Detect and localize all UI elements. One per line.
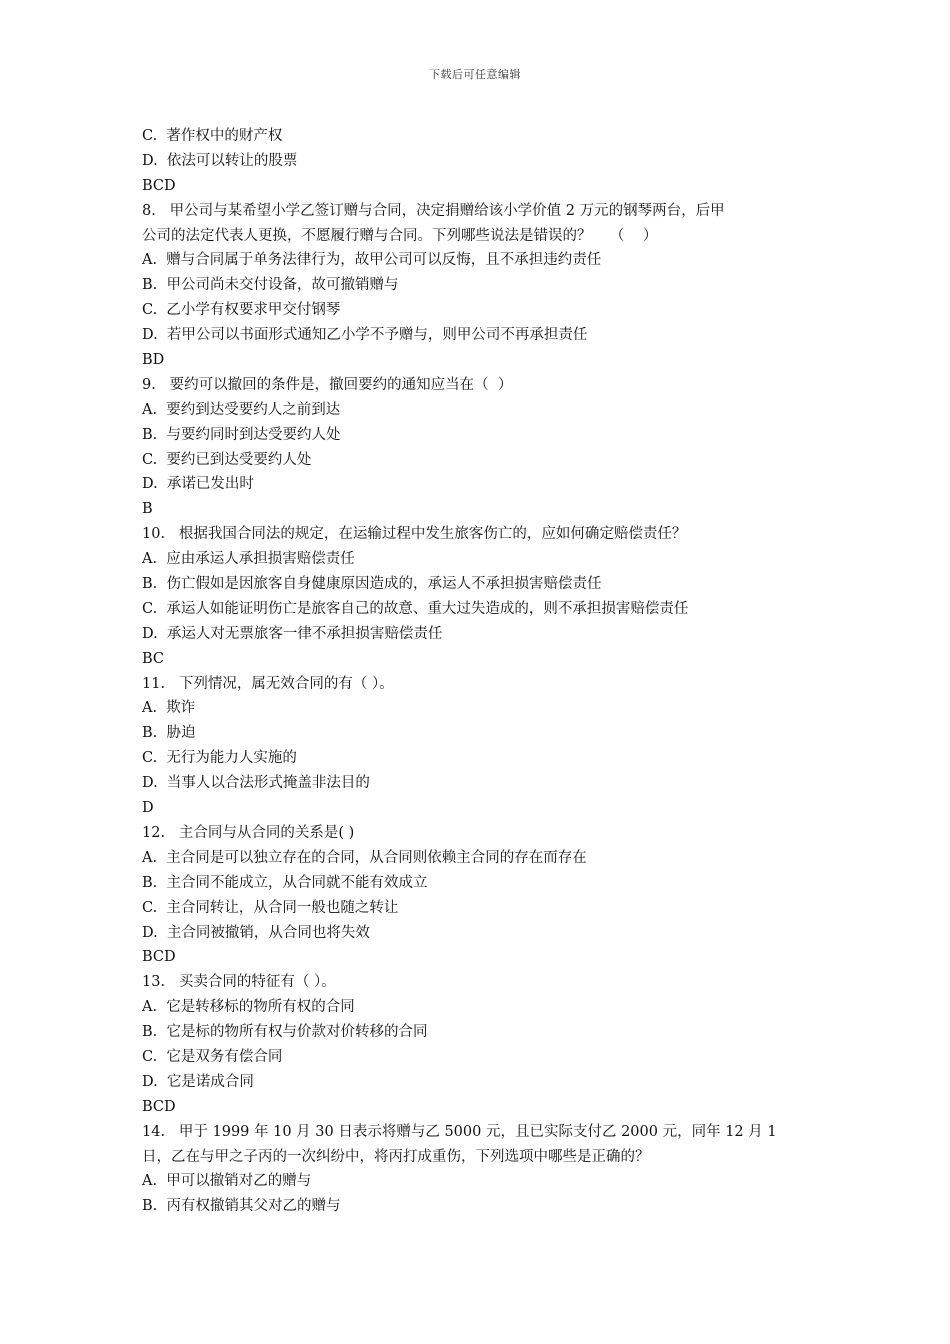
text-line: 9. 要约可以撤回的条件是，撤回要约的通知应当在（ ） bbox=[142, 376, 513, 393]
text-line: A. 主合同是可以独立存在的合同，从合同则依赖主合同的存在而存在 bbox=[142, 849, 587, 866]
text-line: C. 主合同转让，从合同一般也随之转让 bbox=[142, 899, 399, 916]
text-line: C. 无行为能力人实施的 bbox=[142, 750, 297, 767]
text-line: B. 胁迫 bbox=[142, 725, 196, 742]
text-line: 公司的法定代表人更换，不愿履行赠与合同。下列哪些说法是错误的？ （ ） bbox=[142, 227, 658, 244]
text-line: C. 要约已到达受要约人处 bbox=[142, 451, 312, 468]
text-line: D. 它是诺成合同 bbox=[142, 1073, 254, 1090]
text-line: B. 甲公司尚未交付设备，故可撤销赠与 bbox=[142, 277, 399, 294]
text-line: C. 它是双务有偿合同 bbox=[142, 1048, 283, 1065]
text-line: B. 主合同不能成立，从合同就不能有效成立 bbox=[142, 874, 428, 891]
document-body bbox=[142, 124, 814, 1219]
text-line: A. 欺诈 bbox=[142, 700, 196, 717]
text-line: C. 乙小学有权要求甲交付钢琴 bbox=[142, 302, 341, 319]
text-line: 12. 主合同与从合同的关系是( ) bbox=[142, 824, 355, 841]
text-line: BC bbox=[142, 650, 165, 667]
text-line: 14. 甲于 1999 年 10 月 30 日表示将赠与乙 5000 元，且已实际支付乙 2000 元，同年 12 月 1 bbox=[142, 1123, 777, 1140]
text-line: B. 它是标的物所有权与价款对价转移的合同 bbox=[142, 1024, 428, 1041]
text-line: D. 承诺已发出时 bbox=[142, 476, 254, 493]
text-line: B. 丙有权撤销其父对乙的赠与 bbox=[142, 1198, 341, 1215]
text-line: B. 与要约同时到达受要约人处 bbox=[142, 426, 341, 443]
text-line: D. 依法可以转让的股票 bbox=[142, 152, 298, 169]
text-line: D. 若甲公司以书面形式通知乙小学不予赠与，则甲公司不再承担责任 bbox=[142, 327, 588, 344]
text-line: BCD bbox=[142, 949, 176, 966]
text-line: 8. 甲公司与某希望小学乙签订赠与合同，决定捐赠给该小学价值 2 万元的钢琴两台，后甲 bbox=[142, 202, 725, 219]
text-line: D. 承运人对无票旅客一律不承担损害赔偿责任 bbox=[142, 625, 443, 642]
text-line: BCD bbox=[142, 177, 176, 194]
text-line: A. 赠与合同属于单务法律行为，故甲公司可以反悔，且不承担违约责任 bbox=[142, 252, 602, 269]
text-line: A. 要约到达受要约人之前到达 bbox=[142, 401, 341, 418]
text-line: BCD bbox=[142, 1098, 176, 1115]
text-line: D. 主合同被撤销，从合同也将失效 bbox=[142, 924, 370, 941]
text-line: BD bbox=[142, 352, 165, 369]
text-line: 11. 下列情况，属无效合同的有（ ）。 bbox=[142, 675, 394, 692]
text-line: D. 当事人以合法形式掩盖非法目的 bbox=[142, 775, 370, 792]
text-line: D bbox=[142, 800, 154, 817]
text-line: A. 甲可以撤销对乙的赠与 bbox=[142, 1173, 312, 1190]
text-line: A. 应由承运人承担损害赔偿责任 bbox=[142, 551, 355, 568]
text-line: 13. 买卖合同的特征有（ ）。 bbox=[142, 974, 336, 991]
text-line: 10. 根据我国合同法的规定，在运输过程中发生旅客伤亡的，应如何确定赔偿责任？ bbox=[142, 526, 687, 543]
text-line: 日，乙在与甲之子丙的一次纠纷中，将丙打成重伤，下列选项中哪些是正确的？ bbox=[142, 1148, 650, 1165]
text-line: A. 它是转移标的物所有权的合同 bbox=[142, 999, 355, 1016]
page-header: 下载后可任意编辑 bbox=[429, 68, 521, 81]
text-line: C. 著作权中的财产权 bbox=[142, 128, 283, 144]
text-line: B bbox=[142, 501, 153, 518]
text-line: C. 承运人如能证明伤亡是旅客自己的故意、重大过失造成的，则不承担损害赔偿责任 bbox=[142, 600, 689, 617]
text-line: B. 伤亡假如是因旅客自身健康原因造成的，承运人不承担损害赔偿责任 bbox=[142, 576, 602, 593]
